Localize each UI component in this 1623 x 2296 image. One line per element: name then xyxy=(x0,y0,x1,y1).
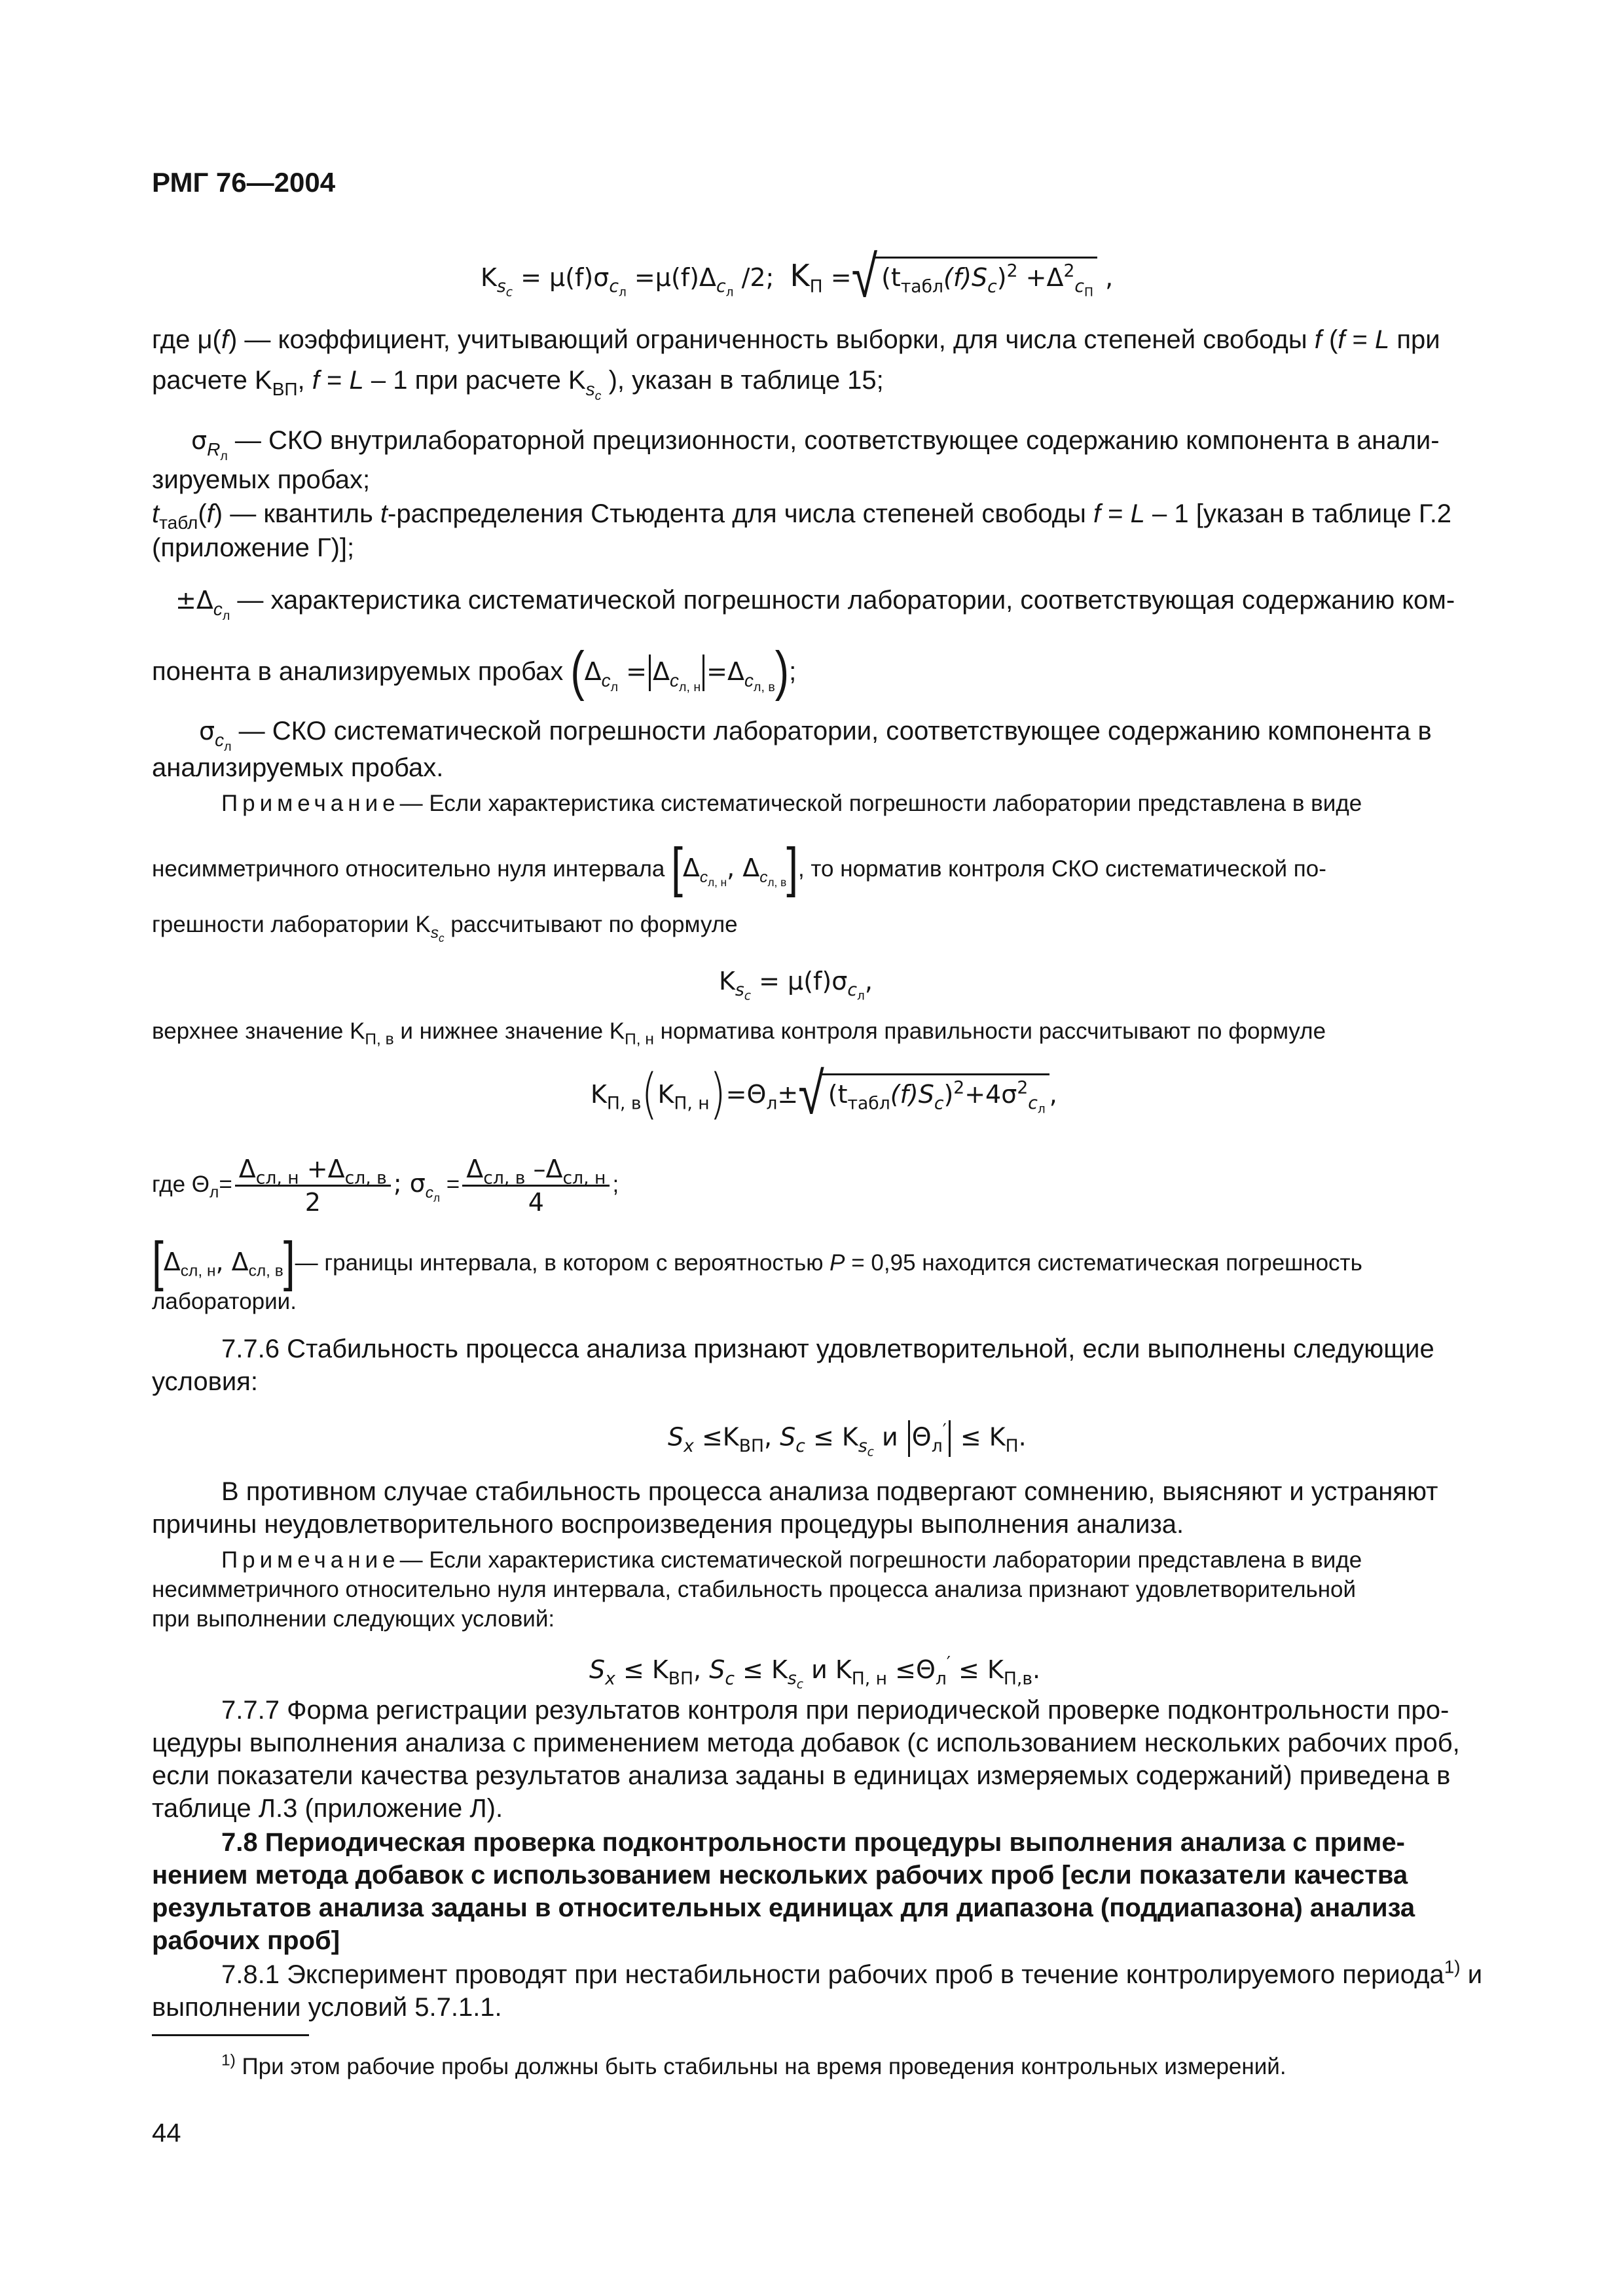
p777-line1: 7.7.7 Форма регистрации результатов контроля при периодической проверке подконтрольности про- xyxy=(221,1696,1450,1725)
note1-formula-kp: $K_{П, в}(K_{П, н})=\Theta_л\pm√$ $(t_{табл}(f)S_c)^2+4\sigma^2_{c_л}$, xyxy=(591,1058,1057,1128)
sigma-r-definition-line1: $\sigma_{R_л}$ — СКО внутрилабораторной прецизионности, соответствующее содержанию компонента в анали- xyxy=(191,426,1440,463)
note2-line3: при выполнении следующих условий: xyxy=(152,1606,555,1632)
note1-line1: Примечание— Если характеристика систематической погрешности лаборатории представлена в виде xyxy=(221,791,1362,816)
note1-line3: грешности лаборатории $K_{s_c}$ рассчитывают по формуле xyxy=(152,912,738,944)
section-7-8-heading-line4: рабочих проб] xyxy=(152,1926,340,1955)
section-7-8-heading-line3: результатов анализа заданы в относительных единицах для диапазона (поддиапазона) анализа xyxy=(152,1893,1415,1922)
mu-definition-line1: где μ(f) — коэффициент, учитывающий ограниченность выборки, для числа степеней свободы f (f = L при xyxy=(152,325,1440,354)
t-definition-line1: $t_{табл}(f)$ — квантиль t-распределения Стьюдента для числа степеней свободы f = L – 1 [указан в таблице Г.2 xyxy=(152,499,1452,533)
note1-formula-ks: $K_{s_c} = \mu(f)\sigma_{c_л}$, xyxy=(719,967,873,1003)
section-7-8-heading-line2: нением метода добавок с использованием нескольких рабочих проб [если показатели качества xyxy=(152,1861,1408,1890)
doc-id: РМГ 76—2004 xyxy=(152,167,336,198)
formula-ks-kp: $K_{s_c} = \mu(f)\sigma_{c_л} =\mu(f)\Delta_{c_л}$ /2; $K_П$ =√ $(t_{табл}(f)S_c)^2 +\Delta^2_{c_П}$ , xyxy=(481,242,1114,311)
p776-line1: 7.7.6 Стабильность процесса анализа признают удовлетворительной, если выполнены следующие xyxy=(221,1335,1434,1363)
p777-line3: если показатели качества результатов анализа заданы в единицах измеряемых содержаний) приведена в xyxy=(152,1761,1451,1790)
note2-formula: $S_x \le K_{ВП}$, $S_c \le K_{s_c}$ и $K_{П, н} \le\Theta_л' \le K_{П,в}$. xyxy=(589,1653,1041,1692)
note1-label: Примечание xyxy=(221,791,400,816)
p-otherwise-line1: В противном случае стабильность процесса анализа подвергают сомнению, выясняют и устраняют xyxy=(221,1477,1438,1506)
p781-line2: выполнении условий 5.7.1.1. xyxy=(152,1993,502,2022)
note2-line1: Примечание— Если характеристика систематической погрешности лаборатории представлена в виде xyxy=(221,1547,1362,1573)
note1-bounds-line2: лаборатории. xyxy=(152,1289,297,1314)
sigma-r-definition-line2: зируемых пробах; xyxy=(152,465,371,494)
footnote-separator xyxy=(152,2034,309,2036)
delta-definition-line2: понента в анализируемых пробах $(\Delta_{c_л} = \Delta_{c_{л, н}}=\Delta_{c_{л, в}})$; xyxy=(152,640,797,702)
p776-formula: $S_x \le K_{ВП}$, $S_c \le K_{s_c}$ и $\Theta_л' \le K_П$. xyxy=(668,1420,1027,1460)
note2-line2: несимметричного относительно нуля интервала, стабильность процесса анализа признают удовлетворительной xyxy=(152,1577,1357,1602)
p776-line2: условия: xyxy=(152,1367,258,1396)
footnote: $^{1)}$ При этом рабочие пробы должны быть стабильны на время проведения контрольных измерений. xyxy=(221,2051,1286,2079)
p781-line1: 7.8.1 Эксперимент проводят при нестабильности рабочих проб в течение контролируемого периода$^{1)}$ и xyxy=(221,1956,1483,1989)
p777-line2: цедуры выполнения анализа с применением метода добавок (с использованием нескольких рабочих проб, xyxy=(152,1729,1460,1757)
note1-line4: верхнее значение $K_{П, в}$ и нижнее значение $K_{П, н}$ норматива контроля правильности рассчитывают по формуле xyxy=(152,1018,1326,1049)
fraction-theta: $\frac{\Delta_{cл, н} +\Delta_{cл, в}}{2}$ xyxy=(235,1155,391,1217)
page-number: 44 xyxy=(152,2119,181,2147)
p777-line4: таблице Л.3 (приложение Л). xyxy=(152,1794,503,1823)
note1-line2: несимметричного относительно нуля интервала [$\Delta_{c_{л, н}}$, $\Delta_{c_{л, в}}$], то норматив контроля СКО систематической по- xyxy=(152,836,1326,898)
mu-definition-line2: расчете $K_{ВП}$, f = L – 1 при расчете $K_{s_c}$ ), указан в таблице 15; xyxy=(152,366,884,403)
t-definition-line2: (приложение Г)]; xyxy=(152,533,355,562)
note1-where: где $\Theta_л=$ $\frac{\Delta_{cл, н} +\Delta_{cл, в}}{2}$ ; $\sigma_{c_л}$ = $\frac{\Delta_{cл, в} -\Delta_{cл, н}}{4}$ ; xyxy=(152,1155,619,1217)
fraction-sigma: $\frac{\Delta_{cл, в} -\Delta_{cл, н}}{4}$ xyxy=(462,1155,610,1217)
sigma-c-definition-line1: $\sigma_{c_л}$ — СКО систематической погрешности лаборатории, соответствующее содержанию компонента в xyxy=(199,717,1432,754)
footnote-ref: 1) xyxy=(1444,1956,1461,1977)
sigma-c-definition-line2: анализируемых пробах. xyxy=(152,753,444,782)
note1-bounds-line1: [$\Delta_{cл, н}$, $\Delta_{cл, в}]—$ границы интервала, в котором с вероятностью P = 0,95 находится систематическая погрешность xyxy=(152,1230,1362,1292)
p-otherwise-line2: причины неудовлетворительного воспроизведения процедуры выполнения анализа. xyxy=(152,1510,1184,1539)
section-7-8-heading-line1: 7.8 Периодическая проверка подконтрольности процедуры выполнения анализа с приме- xyxy=(221,1828,1405,1857)
delta-definition-line1: $\pm\Delta_{c_л}$ — характеристика систематической погрешности лаборатории, соответствующая содержанию ком- xyxy=(175,586,1455,623)
document-header xyxy=(152,166,335,199)
note2-label: Примечание xyxy=(221,1547,400,1573)
